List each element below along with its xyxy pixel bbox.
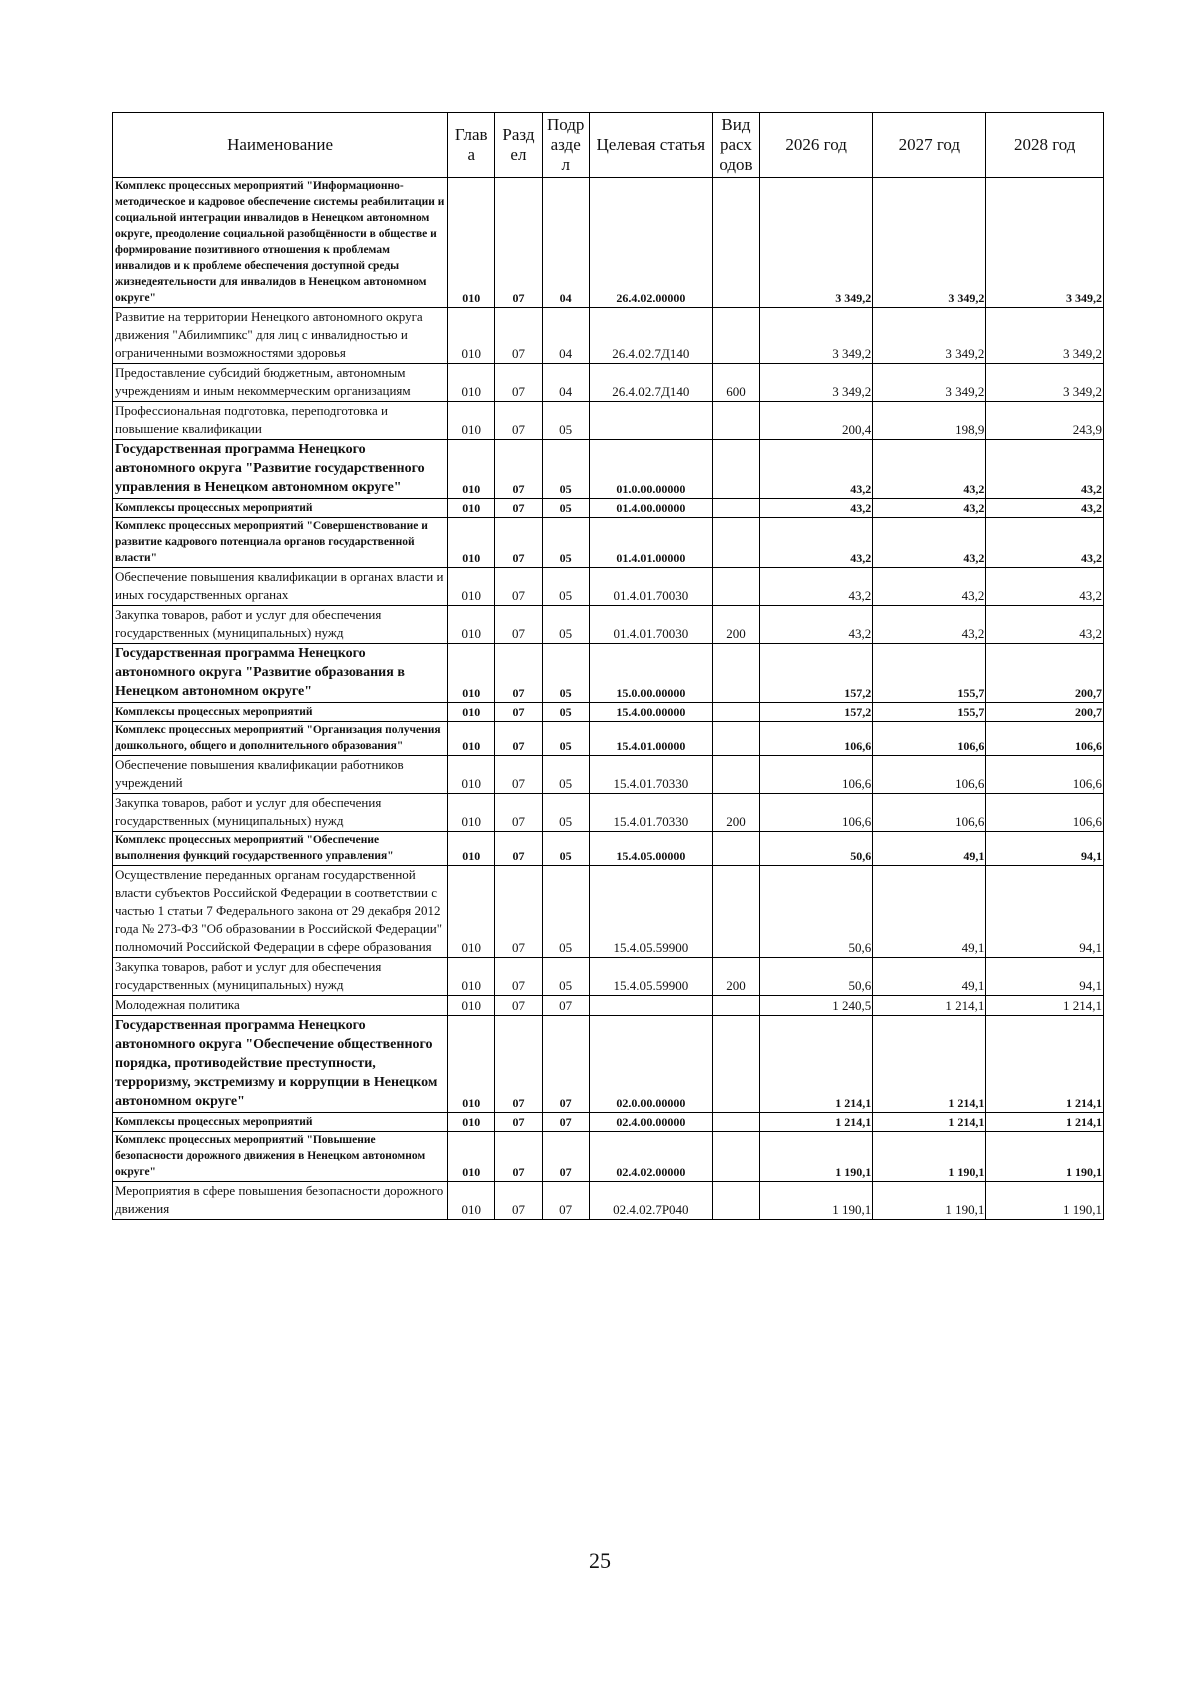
budget-table-container [112, 112, 1104, 1220]
row-2026: 106,6 [760, 756, 873, 794]
row-2026: 106,6 [760, 722, 873, 756]
row-name: Комплекс процессных мероприятий "Повышение безопасности дорожного движения в Ненецком автономном округе" [113, 1132, 448, 1182]
row-podrazdel: 05 [542, 518, 589, 568]
row-podrazdel: 05 [542, 606, 589, 644]
row-podrazdel: 05 [542, 568, 589, 606]
row-2028: 43,2 [986, 440, 1104, 499]
row-podrazdel: 05 [542, 703, 589, 722]
row-vid [712, 402, 759, 440]
row-vid [712, 1016, 759, 1113]
row-vid [712, 703, 759, 722]
table-body [113, 178, 1104, 1220]
table-row [113, 402, 1104, 440]
row-vid [712, 518, 759, 568]
row-2027: 155,7 [873, 644, 986, 703]
row-razdel: 07 [495, 958, 542, 996]
row-2028: 106,6 [986, 722, 1104, 756]
row-2027: 3 349,2 [873, 178, 986, 308]
row-2026: 50,6 [760, 866, 873, 958]
table-row [113, 1113, 1104, 1132]
row-razdel: 07 [495, 606, 542, 644]
row-2028: 3 349,2 [986, 364, 1104, 402]
header-2027: 2027 год [873, 113, 986, 178]
table-row [113, 1016, 1104, 1113]
row-vid [712, 832, 759, 866]
row-2028: 94,1 [986, 958, 1104, 996]
row-vid: 200 [712, 606, 759, 644]
row-razdel: 07 [495, 518, 542, 568]
row-name: Развитие на территории Ненецкого автономного округа движения "Абилимпикс" для лиц с инвалидностью и ограниченными возможностями здоровья [113, 308, 448, 364]
header-glava: Глав а [448, 113, 495, 178]
row-2026: 50,6 [760, 832, 873, 866]
row-glava: 010 [448, 703, 495, 722]
row-vid: 200 [712, 958, 759, 996]
row-2027: 49,1 [873, 958, 986, 996]
row-podrazdel: 07 [542, 1016, 589, 1113]
row-podrazdel: 04 [542, 364, 589, 402]
header-vid: Вид расх одов [712, 113, 759, 178]
row-2028: 43,2 [986, 499, 1104, 518]
row-glava: 010 [448, 568, 495, 606]
row-2027: 106,6 [873, 794, 986, 832]
table-row [113, 996, 1104, 1016]
row-2027: 1 214,1 [873, 996, 986, 1016]
table-row [113, 364, 1104, 402]
row-2026: 1 214,1 [760, 1113, 873, 1132]
row-vid [712, 178, 759, 308]
row-name: Комплекс процессных мероприятий "Организация получения дошкольного, общего и дополнительного образования" [113, 722, 448, 756]
row-name: Предоставление субсидий бюджетным, автономным учреждениям и иным некоммерческим организациям [113, 364, 448, 402]
row-2026: 43,2 [760, 568, 873, 606]
row-razdel: 07 [495, 402, 542, 440]
row-2028: 200,7 [986, 644, 1104, 703]
row-vid [712, 1182, 759, 1220]
row-razdel: 07 [495, 1182, 542, 1220]
row-name: Комплекс процессных мероприятий "Обеспечение выполнения функций государственного управления" [113, 832, 448, 866]
row-podrazdel: 05 [542, 722, 589, 756]
table-row [113, 832, 1104, 866]
table-header-row [113, 113, 1104, 178]
row-glava: 010 [448, 364, 495, 402]
row-glava: 010 [448, 722, 495, 756]
row-statya: 02.4.00.00000 [589, 1113, 712, 1132]
row-2026: 3 349,2 [760, 178, 873, 308]
table-row [113, 644, 1104, 703]
row-2026: 1 190,1 [760, 1132, 873, 1182]
row-name: Закупка товаров, работ и услуг для обеспечения государственных (муниципальных) нужд [113, 794, 448, 832]
row-2027: 1 214,1 [873, 1113, 986, 1132]
row-statya: 01.4.00.00000 [589, 499, 712, 518]
header-podrazdel: Подр азде л [542, 113, 589, 178]
row-vid [712, 1113, 759, 1132]
row-podrazdel: 04 [542, 178, 589, 308]
row-2028: 3 349,2 [986, 308, 1104, 364]
row-glava: 010 [448, 1016, 495, 1113]
row-2026: 3 349,2 [760, 308, 873, 364]
table-row [113, 568, 1104, 606]
row-razdel: 07 [495, 178, 542, 308]
row-glava: 010 [448, 402, 495, 440]
row-podrazdel: 05 [542, 866, 589, 958]
row-statya: 15.4.01.00000 [589, 722, 712, 756]
row-statya: 02.4.02.7Р040 [589, 1182, 712, 1220]
row-2026: 43,2 [760, 499, 873, 518]
row-statya [589, 402, 712, 440]
header-2026: 2026 год [760, 113, 873, 178]
row-glava: 010 [448, 644, 495, 703]
row-statya: 01.4.01.70030 [589, 568, 712, 606]
row-razdel: 07 [495, 703, 542, 722]
row-2027: 198,9 [873, 402, 986, 440]
table-row [113, 518, 1104, 568]
row-2028: 1 190,1 [986, 1132, 1104, 1182]
table-row [113, 1132, 1104, 1182]
table-row [113, 794, 1104, 832]
row-2028: 106,6 [986, 756, 1104, 794]
row-name: Молодежная политика [113, 996, 448, 1016]
row-2028: 3 349,2 [986, 178, 1104, 308]
row-podrazdel: 07 [542, 996, 589, 1016]
row-statya: 01.4.01.00000 [589, 518, 712, 568]
row-glava: 010 [448, 866, 495, 958]
row-2027: 1 214,1 [873, 1016, 986, 1113]
row-name: Комплекс процессных мероприятий "Информационно-методическое и кадровое обеспечение системы реабилитации и социальной интеграции инвалидов в Ненецком автономном округе, преодоление социальной разобщённости в обществе и формирование позитивного отношения к проблемам инвалидов и к проблеме обеспечения доступной среды жизнедеятельности для инвалидов в Ненецком автономном округе" [113, 178, 448, 308]
row-2026: 1 214,1 [760, 1016, 873, 1113]
row-name: Комплекс процессных мероприятий "Совершенствование и развитие кадрового потенциала органов государственной власти" [113, 518, 448, 568]
row-glava: 010 [448, 958, 495, 996]
row-vid: 200 [712, 794, 759, 832]
row-glava: 010 [448, 518, 495, 568]
row-glava: 010 [448, 1182, 495, 1220]
row-vid [712, 499, 759, 518]
row-name: Закупка товаров, работ и услуг для обеспечения государственных (муниципальных) нужд [113, 958, 448, 996]
row-name: Осуществление переданных органам государственной власти субъектов Российской Федерации в соответствии с частью 1 статьи 7 Федерального закона от 29 декабря 2012 года № 273-ФЗ "Об образовании в Российской Федерации" полномочий Российской Федерации в сфере образования [113, 866, 448, 958]
row-podrazdel: 07 [542, 1132, 589, 1182]
row-2027: 106,6 [873, 722, 986, 756]
row-name: Государственная программа Ненецкого автономного округа "Развитие образования в Ненецком автономном округе" [113, 644, 448, 703]
table-row [113, 440, 1104, 499]
row-statya: 01.4.01.70030 [589, 606, 712, 644]
row-podrazdel: 07 [542, 1113, 589, 1132]
row-statya [589, 996, 712, 1016]
row-glava: 010 [448, 756, 495, 794]
row-2027: 155,7 [873, 703, 986, 722]
row-2027: 106,6 [873, 756, 986, 794]
row-statya: 01.0.00.00000 [589, 440, 712, 499]
table-row [113, 499, 1104, 518]
row-name: Комплексы процессных мероприятий [113, 1113, 448, 1132]
row-vid [712, 308, 759, 364]
row-statya: 26.4.02.7Д140 [589, 364, 712, 402]
row-razdel: 07 [495, 756, 542, 794]
row-statya: 15.4.05.00000 [589, 832, 712, 866]
row-2026: 50,6 [760, 958, 873, 996]
table-row [113, 1182, 1104, 1220]
row-statya: 15.4.01.70330 [589, 756, 712, 794]
row-razdel: 07 [495, 568, 542, 606]
row-2028: 200,7 [986, 703, 1104, 722]
row-glava: 010 [448, 832, 495, 866]
row-glava: 010 [448, 606, 495, 644]
row-2027: 3 349,2 [873, 364, 986, 402]
row-2026: 3 349,2 [760, 364, 873, 402]
row-statya: 02.4.02.00000 [589, 1132, 712, 1182]
table-row [113, 958, 1104, 996]
table-row [113, 722, 1104, 756]
row-razdel: 07 [495, 1113, 542, 1132]
row-razdel: 07 [495, 794, 542, 832]
row-2027: 1 190,1 [873, 1132, 986, 1182]
row-2028: 94,1 [986, 866, 1104, 958]
row-glava: 010 [448, 499, 495, 518]
row-razdel: 07 [495, 996, 542, 1016]
row-razdel: 07 [495, 1132, 542, 1182]
row-podrazdel: 05 [542, 644, 589, 703]
row-vid [712, 756, 759, 794]
row-name: Обеспечение повышения квалификации в органах власти и иных государственных органах [113, 568, 448, 606]
row-razdel: 07 [495, 866, 542, 958]
row-2028: 43,2 [986, 568, 1104, 606]
row-2027: 43,2 [873, 568, 986, 606]
header-statya: Целевая статья [589, 113, 712, 178]
row-2026: 1 190,1 [760, 1182, 873, 1220]
row-glava: 010 [448, 440, 495, 499]
budget-table [112, 112, 1104, 1220]
row-vid [712, 568, 759, 606]
row-2026: 43,2 [760, 518, 873, 568]
row-statya: 02.0.00.00000 [589, 1016, 712, 1113]
row-2028: 94,1 [986, 832, 1104, 866]
row-name: Закупка товаров, работ и услуг для обеспечения государственных (муниципальных) нужд [113, 606, 448, 644]
row-glava: 010 [448, 178, 495, 308]
table-row [113, 703, 1104, 722]
table-row [113, 756, 1104, 794]
row-2028: 243,9 [986, 402, 1104, 440]
row-2028: 43,2 [986, 518, 1104, 568]
row-2027: 49,1 [873, 866, 986, 958]
row-name: Государственная программа Ненецкого автономного округа "Обеспечение общественного порядка, противодействие преступности, терроризму, экстремизму и коррупции в Ненецком автономном округе" [113, 1016, 448, 1113]
row-name: Профессиональная подготовка, переподготовка и повышение квалификации [113, 402, 448, 440]
row-podrazdel: 07 [542, 1182, 589, 1220]
row-glava: 010 [448, 794, 495, 832]
row-2027: 43,2 [873, 499, 986, 518]
row-2028: 1 214,1 [986, 996, 1104, 1016]
row-vid [712, 1132, 759, 1182]
header-2028: 2028 год [986, 113, 1104, 178]
row-name: Обеспечение повышения квалификации работников учреждений [113, 756, 448, 794]
row-2027: 49,1 [873, 832, 986, 866]
row-vid [712, 644, 759, 703]
row-2026: 157,2 [760, 644, 873, 703]
row-name: Государственная программа Ненецкого автономного округа "Развитие государственного управления в Ненецком автономном округе" [113, 440, 448, 499]
row-podrazdel: 05 [542, 440, 589, 499]
row-podrazdel: 04 [542, 308, 589, 364]
row-2026: 106,6 [760, 794, 873, 832]
table-row [113, 178, 1104, 308]
row-statya: 15.4.01.70330 [589, 794, 712, 832]
row-glava: 010 [448, 1113, 495, 1132]
row-glava: 010 [448, 996, 495, 1016]
row-2026: 43,2 [760, 606, 873, 644]
row-podrazdel: 05 [542, 402, 589, 440]
row-razdel: 07 [495, 308, 542, 364]
row-statya: 15.4.05.59900 [589, 866, 712, 958]
table-row [113, 866, 1104, 958]
row-vid: 600 [712, 364, 759, 402]
row-2027: 1 190,1 [873, 1182, 986, 1220]
row-2028: 1 214,1 [986, 1113, 1104, 1132]
table-row [113, 308, 1104, 364]
row-name: Комплексы процессных мероприятий [113, 499, 448, 518]
row-statya: 26.4.02.00000 [589, 178, 712, 308]
page-number: 25 [589, 1548, 611, 1573]
row-razdel: 07 [495, 499, 542, 518]
row-statya: 15.0.00.00000 [589, 644, 712, 703]
row-vid [712, 440, 759, 499]
row-2026: 200,4 [760, 402, 873, 440]
row-podrazdel: 05 [542, 499, 589, 518]
row-podrazdel: 05 [542, 958, 589, 996]
row-2026: 1 240,5 [760, 996, 873, 1016]
row-2027: 43,2 [873, 440, 986, 499]
row-vid [712, 722, 759, 756]
row-razdel: 07 [495, 722, 542, 756]
table-row [113, 606, 1104, 644]
row-2027: 43,2 [873, 518, 986, 568]
row-2026: 43,2 [760, 440, 873, 499]
row-2027: 43,2 [873, 606, 986, 644]
row-2027: 3 349,2 [873, 308, 986, 364]
row-2028: 1 214,1 [986, 1016, 1104, 1113]
row-name: Мероприятия в сфере повышения безопасности дорожного движения [113, 1182, 448, 1220]
row-2026: 157,2 [760, 703, 873, 722]
header-name: Наименование [113, 113, 448, 178]
row-razdel: 07 [495, 1016, 542, 1113]
row-razdel: 07 [495, 364, 542, 402]
row-statya: 15.4.00.00000 [589, 703, 712, 722]
row-razdel: 07 [495, 832, 542, 866]
row-podrazdel: 05 [542, 794, 589, 832]
row-podrazdel: 05 [542, 756, 589, 794]
row-podrazdel: 05 [542, 832, 589, 866]
row-glava: 010 [448, 1132, 495, 1182]
row-2028: 43,2 [986, 606, 1104, 644]
header-razdel: Разд ел [495, 113, 542, 178]
row-glava: 010 [448, 308, 495, 364]
row-statya: 15.4.05.59900 [589, 958, 712, 996]
row-name: Комплексы процессных мероприятий [113, 703, 448, 722]
row-razdel: 07 [495, 644, 542, 703]
row-razdel: 07 [495, 440, 542, 499]
row-vid [712, 996, 759, 1016]
row-vid [712, 866, 759, 958]
row-statya: 26.4.02.7Д140 [589, 308, 712, 364]
row-2028: 1 190,1 [986, 1182, 1104, 1220]
row-2028: 106,6 [986, 794, 1104, 832]
